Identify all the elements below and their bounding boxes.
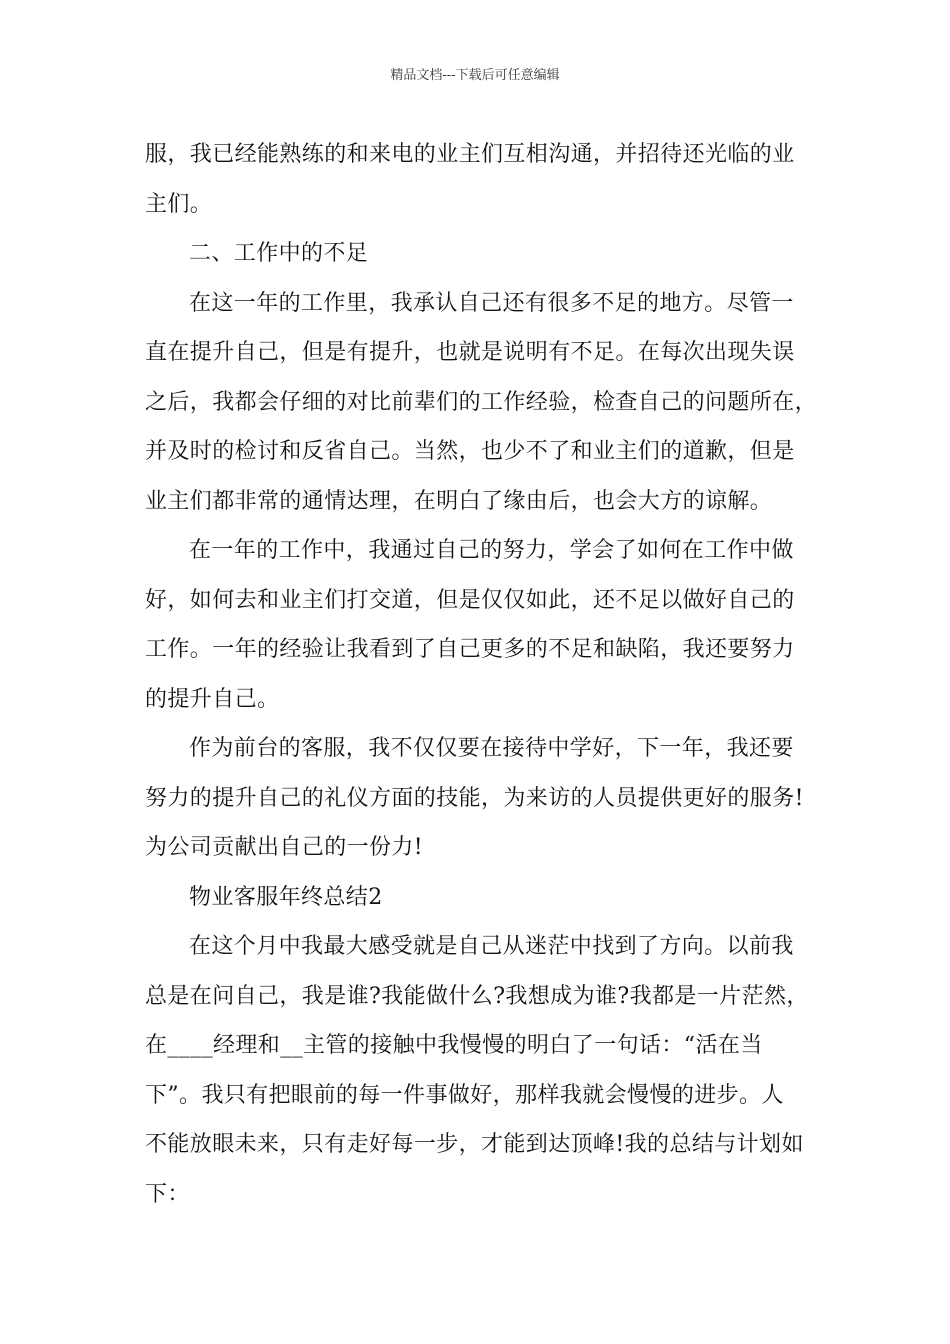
text-line: 作为前台的客服，我不仅仅要在接待中学好，下一年，我还要 <box>189 736 794 761</box>
text-line: 好，如何去和业主们打交道，但是仅仅如此，还不足以做好自己的 <box>145 587 795 613</box>
text-line: 工作。一年的经验让我看到了自己更多的不足和缺陷，我还要努力 <box>145 637 795 662</box>
text-line: 并及时的检讨和反省自己。当然，也少不了和业主们的道歉，但是 <box>145 439 795 464</box>
text-line: 努力的提升自己的礼仪方面的技能，为来访的人员提供更好的服务! <box>145 785 804 811</box>
text-line: 下”。我只有把眼前的每一件事做好，那样我就会慢慢的进步。人 <box>145 1082 784 1108</box>
text-line: 在这一年的工作里，我承认自己还有很多不足的地方。尽管一 <box>189 290 794 316</box>
text-line: 不能放眼未来，只有走好每一步，才能到达顶峰!我的总结与计划如 <box>145 1132 804 1157</box>
text-line: 总是在问自己，我是谁?我能做什么?我想成为谁?我都是一片茫然， <box>145 983 809 1009</box>
text-line: 服，我已经能熟练的和来电的业主们互相沟通，并招待还光临的业 <box>145 142 795 167</box>
text-line: 业主们都非常的通情达理，在明白了缘由后，也会大方的谅解。 <box>145 488 773 514</box>
text-line: 下： <box>145 1181 190 1207</box>
text-line: 为公司贡献出自己的一份力! <box>145 835 424 860</box>
text-line: 物业客服年终总结2 <box>189 884 383 910</box>
text-line: 之后，我都会仔细的对比前辈们的工作经验，检查自己的问题所在， <box>145 389 818 415</box>
text-line: 主们。 <box>145 191 213 217</box>
text-line: 直在提升自己，但是有提升，也就是说明有不足。在每次出现失误 <box>145 340 795 365</box>
text-line: 二、工作中的不足 <box>189 241 369 266</box>
page-header: 精品文档---下载后可任意编辑 <box>390 68 560 83</box>
text-line: 在____经理和__主管的接触中我慢慢的明白了一句话：“活在当 <box>145 1033 763 1058</box>
text-line: 的提升自己。 <box>145 686 280 712</box>
text-line: 在这个月中我最大感受就是自己从迷茫中找到了方向。以前我 <box>189 934 794 959</box>
document-body <box>145 130 825 1219</box>
text-line: 在一年的工作中，我通过自己的努力，学会了如何在工作中做 <box>189 538 794 563</box>
